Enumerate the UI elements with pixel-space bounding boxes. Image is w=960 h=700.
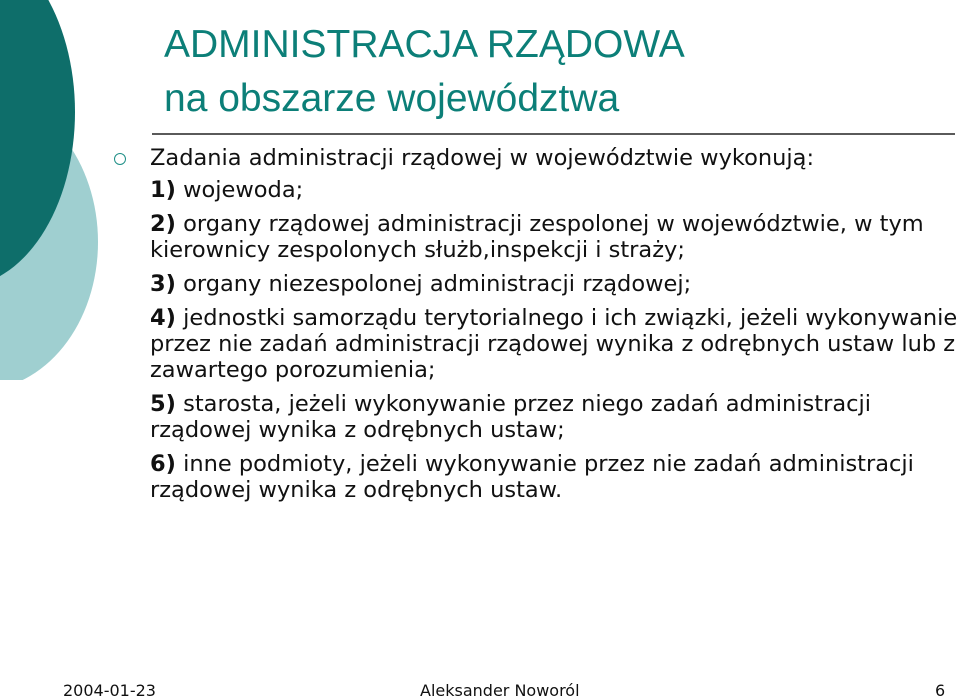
slide-title-line2: na obszarze województwa bbox=[164, 77, 620, 120]
item-number: 5) bbox=[150, 391, 176, 417]
item-text: organy rządowej administracji zespolonej w województwie, w tym kierownicy zespolonych służb,inspekcji i straży; bbox=[150, 211, 924, 263]
page-number: 6 bbox=[935, 681, 946, 700]
item-number: 1) bbox=[150, 177, 176, 203]
footer-author: Aleksander Noworól bbox=[420, 681, 580, 700]
list-item bbox=[150, 271, 960, 297]
item-number: 2) bbox=[150, 211, 176, 237]
title-divider bbox=[152, 133, 955, 135]
footer-date: 2004-01-23 bbox=[63, 681, 156, 700]
bullet-circle-icon bbox=[114, 153, 126, 165]
item-text: starosta, jeżeli wykonywanie przez niego zadań administracji rządowej wynika z odrębnych ustaw; bbox=[150, 391, 871, 443]
decorative-shapes bbox=[0, 0, 160, 380]
item-number: 3) bbox=[150, 271, 176, 297]
slide-body bbox=[150, 145, 960, 511]
list-item bbox=[150, 391, 960, 443]
item-number: 4) bbox=[150, 305, 176, 331]
item-text: wojewoda; bbox=[183, 177, 304, 203]
intro-text: Zadania administracji rządowej w województwie wykonują: bbox=[150, 145, 815, 171]
slide-title-line1: ADMINISTRACJA RZĄDOWA bbox=[164, 23, 685, 66]
item-text: inne podmioty, jeżeli wykonywanie przez nie zadań administracji rządowej wynika z odrębnych ustaw. bbox=[150, 451, 914, 503]
item-text: jednostki samorządu terytorialnego i ich związki, jeżeli wykonywanie przez nie zadań administracji rządowej wynika z odrębnych ustaw lub z zawartego porozumienia; bbox=[150, 305, 958, 383]
item-number: 6) bbox=[150, 451, 176, 477]
slide-title bbox=[164, 18, 685, 126]
list-item bbox=[150, 451, 960, 503]
task-list bbox=[150, 177, 960, 503]
list-item bbox=[150, 305, 960, 383]
list-item bbox=[150, 211, 960, 263]
item-text: organy niezespolonej administracji rządowej; bbox=[183, 271, 692, 297]
list-item bbox=[150, 177, 960, 203]
